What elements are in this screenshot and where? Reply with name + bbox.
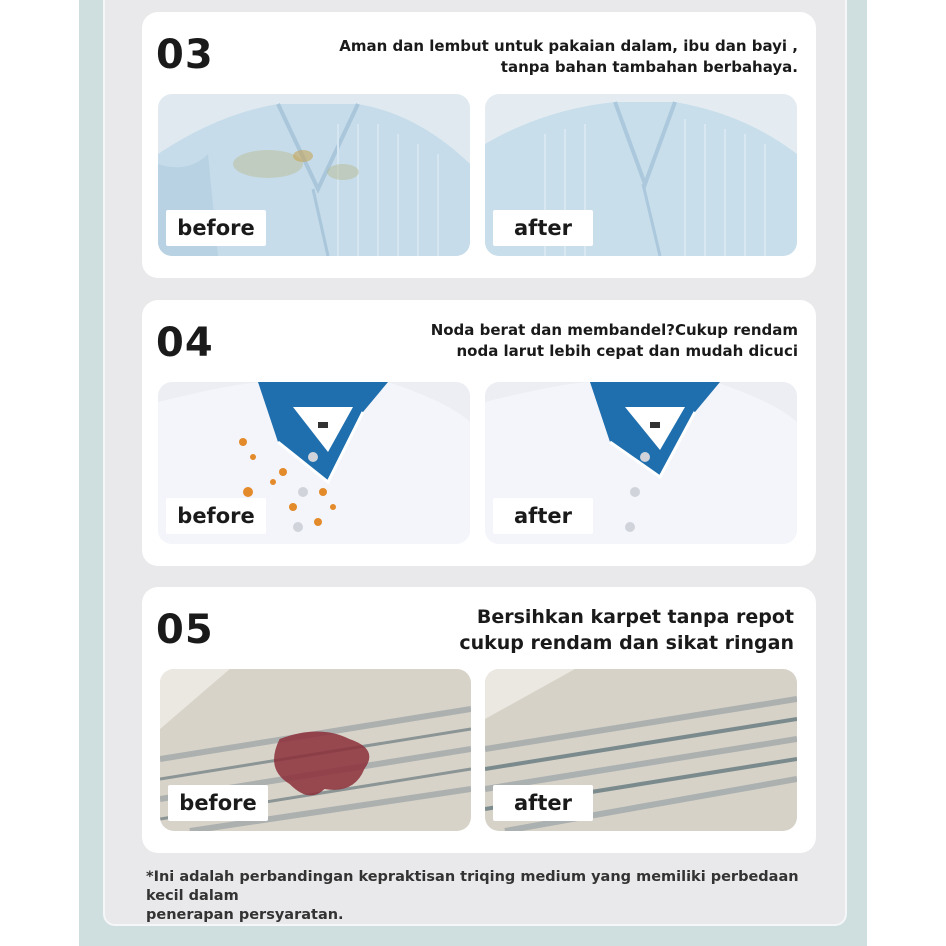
footnote-line: *Ini adalah perbandingan kepraktisan triqing medium yang memiliki perbedaan kecil dalam bbox=[146, 869, 799, 904]
before-photo-babysuit bbox=[158, 94, 470, 256]
section-03-card bbox=[142, 12, 816, 278]
section-description bbox=[431, 320, 798, 362]
description-line: Aman dan lembut untuk pakaian dalam, ibu dan bayi , bbox=[339, 37, 798, 55]
section-description bbox=[459, 605, 794, 656]
after-photo-carpet bbox=[485, 669, 797, 831]
before-label: before bbox=[166, 498, 266, 534]
after-photo-polo bbox=[485, 382, 797, 544]
after-label: after bbox=[493, 498, 593, 534]
description-line: Bersihkan karpet tanpa repot bbox=[476, 606, 794, 628]
description-line: cukup rendam dan sikat ringan bbox=[459, 631, 794, 654]
after-photo-babysuit bbox=[485, 94, 797, 256]
section-05-card bbox=[142, 587, 816, 853]
description-line: Noda berat dan membandel?Cukup rendam bbox=[430, 321, 798, 339]
after-label: after bbox=[493, 210, 593, 246]
before-label: before bbox=[168, 785, 268, 821]
description-line: tanpa bahan tambahan berbahaya. bbox=[500, 58, 798, 76]
before-label: before bbox=[166, 210, 266, 246]
after-label: after bbox=[493, 785, 593, 821]
section-number: 03 bbox=[156, 32, 214, 78]
disclaimer-footnote bbox=[146, 868, 826, 925]
description-line: noda larut lebih cepat dan mudah dicuci bbox=[456, 342, 798, 360]
footnote-line: penerapan persyaratan. bbox=[146, 906, 344, 923]
section-number: 04 bbox=[156, 320, 214, 366]
before-photo-carpet bbox=[160, 669, 471, 831]
section-description bbox=[339, 36, 798, 78]
section-04-card bbox=[142, 300, 816, 566]
section-number: 05 bbox=[156, 607, 214, 653]
before-photo-polo bbox=[158, 382, 470, 544]
